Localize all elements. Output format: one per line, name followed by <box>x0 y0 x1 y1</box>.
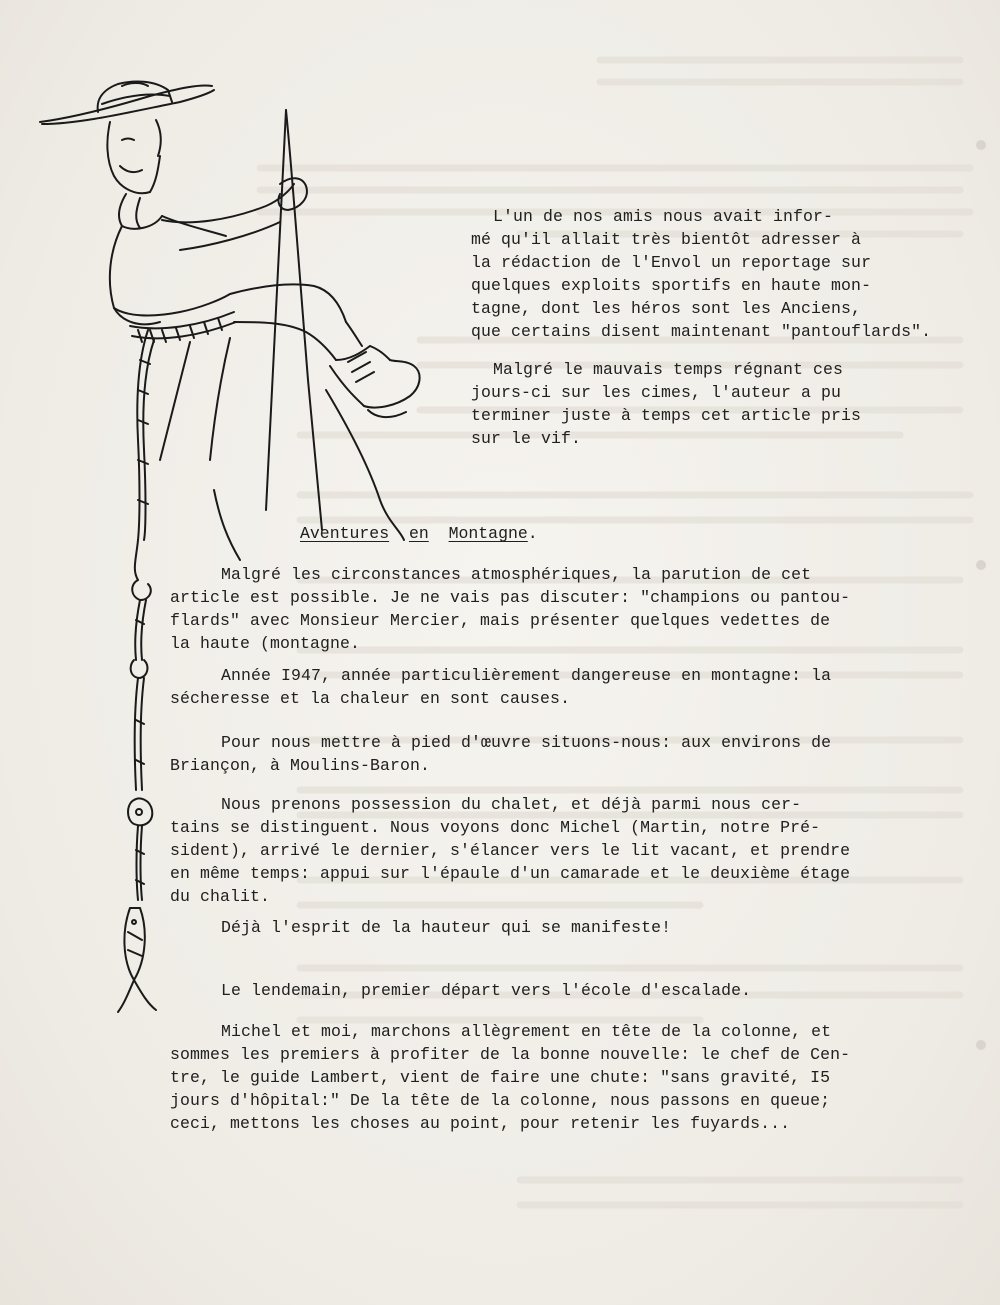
punch-hole <box>976 560 986 570</box>
intro-line-1: L'un de nos amis nous avait infor- <box>493 207 834 226</box>
title-word-3: Montagne <box>448 524 528 543</box>
p4-line-3: sident), arrivé le dernier, s'élancer vers le lit vacant, et prendre <box>170 841 851 860</box>
p6-line-1: Le lendemain, premier départ vers l'école d'escalade. <box>221 981 752 1000</box>
p5-line-1: Déjà l'esprit de la hauteur qui se manifeste! <box>221 918 672 937</box>
p4-line-1: Nous prenons possession du chalet, et déjà parmi nous cer- <box>221 795 802 814</box>
p2-line-1: Année I947, année particulièrement dangereuse en montagne: la <box>221 666 832 685</box>
p3-line-1: Pour nous mettre à pied d'œuvre situons-nous: aux environs de <box>221 733 832 752</box>
intro-line-4: quelques exploits sportifs en haute mon- <box>471 276 872 295</box>
p2-line-2: sécheresse et la chaleur en sont causes. <box>170 689 571 708</box>
intro-second-line-4: sur le vif. <box>471 429 582 448</box>
article-title <box>300 522 538 545</box>
punch-hole <box>976 1040 986 1050</box>
p1-line-3: flards" avec Monsieur Mercier, mais présenter quelques vedettes de <box>170 611 831 630</box>
intro-line-5: tagne, dont les héros sont les Anciens, <box>471 299 862 318</box>
p7-line-5: ceci, mettons les choses au point, pour retenir les fuyards... <box>170 1114 791 1133</box>
p7-line-1: Michel et moi, marchons allègrement en tête de la colonne, et <box>221 1022 832 1041</box>
p4-line-5: du chalit. <box>170 887 271 906</box>
intro-second-line-3: terminer juste à temps cet article pris <box>471 406 862 425</box>
p3-line-2: Briançon, à Moulins-Baron. <box>170 756 431 775</box>
intro-line-3: la rédaction de l'Envol un reportage sur <box>471 253 872 272</box>
p7-line-2: sommes les premiers à profiter de la bonne nouvelle: le chef de Cen- <box>170 1045 851 1064</box>
p7-line-3: tre, le guide Lambert, vient de faire une chute: "sans gravité, I5 <box>170 1068 831 1087</box>
intro-line-6: que certains disent maintenant "pantouflards". <box>471 322 932 341</box>
p1-line-1: Malgré les circonstances atmosphériques, la parution de cet <box>221 565 812 584</box>
title-end: . <box>527 524 538 543</box>
p4-line-4: en même temps: appui sur l'épaule d'un camarade et le deuxième étage <box>170 864 851 883</box>
p4-line-2: tains se distinguent. Nous voyons donc Michel (Martin, notre Pré- <box>170 818 821 837</box>
intro-second-line-1: Malgré le mauvais temps régnant ces <box>493 360 844 379</box>
title-word-2: en <box>408 524 429 543</box>
intro-second-line-2: jours-ci sur les cimes, l'auteur a pu <box>471 383 842 402</box>
p1-line-4: la haute (montagne. <box>170 634 361 653</box>
intro-line-2: mé qu'il allait très bientôt adresser à <box>471 230 862 249</box>
punch-hole <box>976 140 986 150</box>
p7-line-4: jours d'hôpital:" De la tête de la colonne, nous passons en queue; <box>170 1091 831 1110</box>
title-word-1: Aventures <box>300 524 390 543</box>
p1-line-2: article est possible. Je ne vais pas discuter: "champions ou pantou- <box>170 588 851 607</box>
